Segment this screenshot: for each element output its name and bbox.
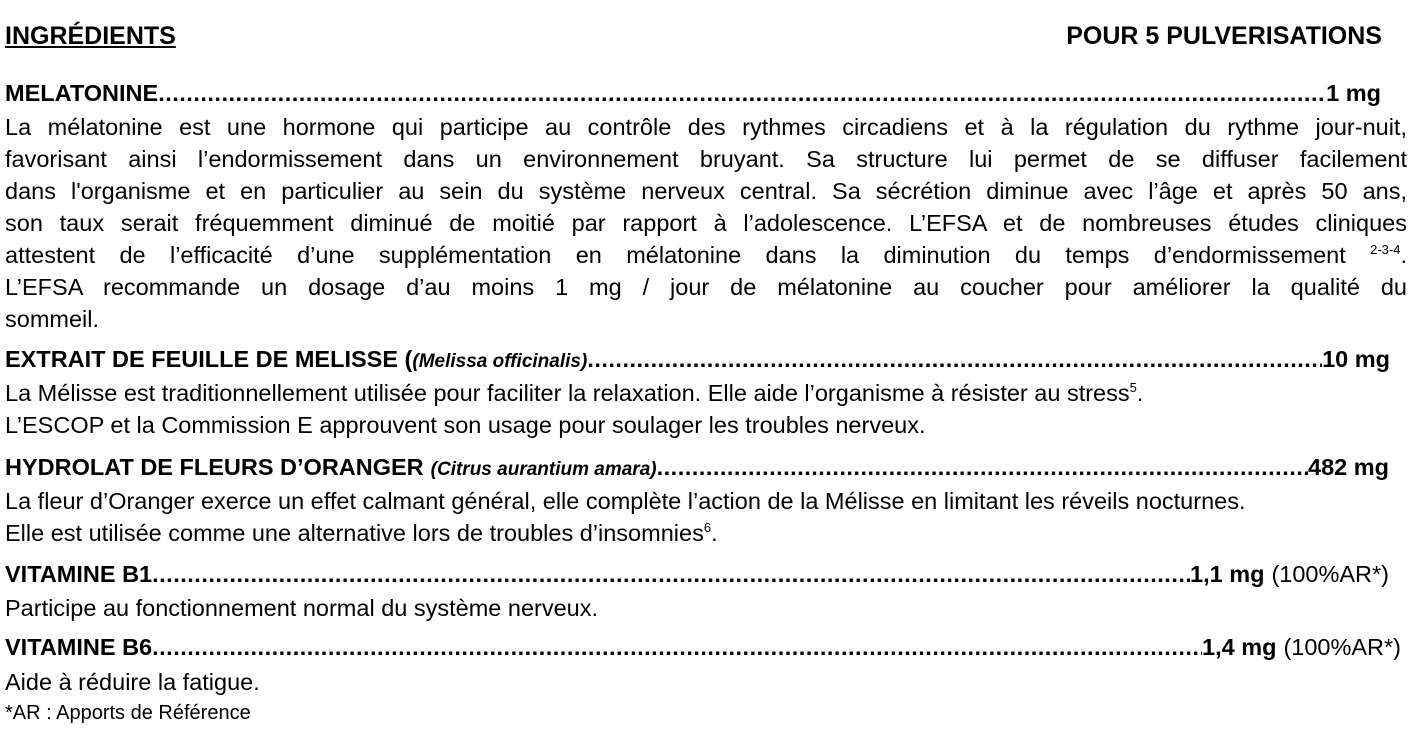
melatonine-line-7: sommeil.: [5, 306, 100, 332]
footnote: *AR : Apports de Référence: [5, 702, 251, 724]
oranger-line-2-text: Elle est utilisée comme une alternative lors de troubles d’insomnies: [5, 520, 704, 546]
leader-dots: [152, 634, 1202, 661]
melatonine-dose: 1 mg: [1326, 80, 1381, 106]
leader-dots: [657, 454, 1308, 481]
melisse-line-1-end: .: [1136, 380, 1144, 406]
melatonine-line-5-text: attestent de l’efficacité d’une supplémentation en mélatonine dans la diminution du temps d’endormissement: [5, 242, 1346, 268]
melisse-ref: 5: [1129, 380, 1137, 395]
b1-dose: 1,1 mg: [1190, 561, 1265, 587]
b1-ar: (100%AR*): [1271, 561, 1389, 587]
b6-dose: 1,4 mg: [1202, 634, 1277, 660]
b1-desc: Participe au fonctionnement normal du système nerveux.: [5, 595, 599, 621]
portion-label: POUR 5 PULVERISATIONS: [1066, 22, 1382, 50]
leader-dots: [158, 80, 1326, 107]
melatonine-ref: 2-3-4: [1370, 242, 1401, 257]
melisse-line-1: [5, 377, 1407, 409]
melatonine-line-5: [5, 239, 1407, 271]
oranger-description: [5, 485, 1407, 549]
melisse-latin: (Melissa officinalis): [412, 351, 588, 372]
b6-desc: Aide à réduire la fatigue.: [5, 669, 260, 695]
melatonine-line-5-end: .: [1400, 242, 1408, 268]
melisse-heading: [5, 346, 1390, 373]
ingredients-title: INGRÉDIENTS: [5, 22, 176, 50]
melatonine-line-4: son taux serait fréquemment diminué de moitié par rapport à l’adolescence. L’EFSA et de nombreuses études cliniques: [5, 210, 1407, 236]
oranger-line-2: [5, 517, 1407, 549]
melisse-description: [5, 377, 1407, 441]
melatonine-name: MELATONINE: [5, 80, 159, 106]
oranger-ref: 6: [703, 520, 712, 535]
melatonine-line-2: favorisant ainsi l’endormissement dans un environnement bruyant. Sa structure lui permet de se diffuser facilement: [5, 146, 1407, 172]
b1-heading: [5, 561, 1389, 588]
melatonine-heading: [5, 80, 1381, 107]
leader-dots: [152, 561, 1190, 588]
oranger-dose: 482 mg: [1308, 454, 1389, 480]
b1-name: VITAMINE B1: [5, 561, 153, 587]
b1-description: [5, 592, 1407, 624]
oranger-latin: (Citrus aurantium amara): [430, 459, 657, 480]
b6-description: [5, 666, 1407, 698]
melatonine-line-3: dans l'organisme et en particulier au sein du système nerveux central. Sa sécrétion diminue avec l’âge et après 50 ans,: [5, 178, 1407, 204]
melatonine-line-6: L’EFSA recommande un dosage d’au moins 1 mg / jour de mélatonine au coucher pour améliorer la qualité du: [5, 274, 1407, 300]
melatonine-description: [5, 111, 1407, 335]
b6-ar: (100%AR*): [1283, 634, 1401, 660]
header-row: [5, 22, 1382, 51]
melisse-dose: 10 mg: [1322, 346, 1390, 372]
b6-name: VITAMINE B6: [5, 634, 153, 660]
oranger-line-1: La fleur d’Oranger exerce un effet calmant général, elle complète l’action de la Mélisse en limitant les réveils nocturnes.: [5, 488, 1246, 514]
melisse-name: EXTRAIT DE FEUILLE DE MELISSE (: [5, 346, 413, 372]
melatonine-line-1: La mélatonine est une hormone qui participe au contrôle des rythmes circadiens et à la régulation du rythme jour-nuit,: [5, 114, 1407, 140]
oranger-line-2-end: .: [711, 520, 718, 546]
melisse-line-1-text: La Mélisse est traditionnellement utilisée pour faciliter la relaxation. Elle aide l’organisme à résister au stress: [5, 380, 1130, 406]
oranger-name: HYDROLAT DE FLEURS D’ORANGER: [5, 454, 424, 480]
b6-heading: [5, 634, 1401, 661]
melisse-line-2: L’ESCOP et la Commission E approuvent son usage pour soulager les troubles nerveux.: [5, 412, 926, 438]
oranger-heading: [5, 454, 1389, 481]
leader-dots: [587, 346, 1322, 373]
